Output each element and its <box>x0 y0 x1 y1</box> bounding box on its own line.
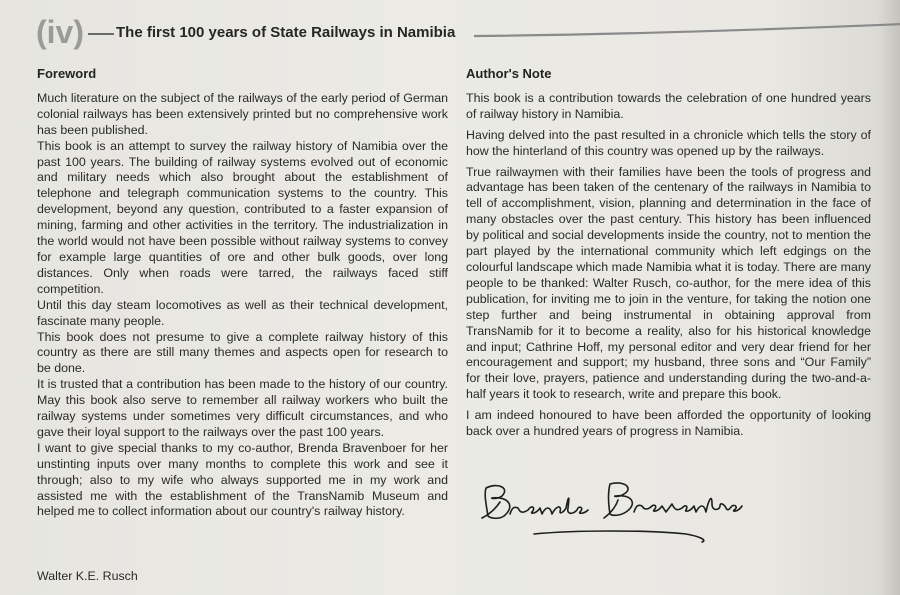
header-rule-line <box>474 20 900 40</box>
foreword-paragraph: Much literature on the subject of the railways of the early period of German colonial railways has been extensively printed but no comprehensive work has been published. <box>37 90 448 137</box>
foreword-paragraph: Until this day steam locomotives as well as their technical development, fascinate many people. <box>37 297 448 328</box>
foreword-column <box>37 66 448 520</box>
page-header <box>36 14 896 54</box>
foreword-paragraph: It is trusted that a contribution has been made to the history of our country. May this book also serve to remember all railway workers who built the railway systems under sometimes very difficult circumstances, and who gave their loyal support to the railways over the past 100 years. <box>37 377 448 439</box>
chapter-title: The first 100 years of State Railways in Namibia <box>116 24 456 41</box>
header-dash <box>88 33 114 35</box>
authors-note-heading: Author's Note <box>466 66 552 81</box>
handwritten-signature <box>476 478 746 548</box>
foreword-paragraph: This book is an attempt to survey the railway history of Namibia over the past 100 years. The building of railway systems evolved out of economic and military needs which also brought about the establishment of telephone and telegraph communication systems to the country. This development, beyond any question, contributed to a faster expansion of mining, farming and other activities in the territory. The industrialization in the world would not have been possible without railway systems to convey for example large quantities of ore and other bulk goods, over long distances. Only when roads were tarred, the railways faced stiff competition. <box>37 138 448 296</box>
foreword-paragraph: I want to give special thanks to my co-author, Brenda Bravenboer for her unstinting inputs over many months to complete this work and see it through; also to my wife who always supported me in my work and assisted me with the establishment of the TransNamib Museum and helped me to collect information about our country's railway history. <box>37 440 448 519</box>
authors-note-paragraph: True railwaymen with their families have been the tools of progress and advantage has been taken of the centenary of the railways in Namibia to tell of accomplishment, vision, planning and determination in the face of many obstacles over the past century. This history has been influenced by political and social developments inside the country, not to mention the part played by the international community which left edgings on the colourful landscape which made Namibia what it is today. There are many people to be thanked: Walter Rusch, co-author, for the mere idea of this publication, for inviting me to join in the venture, for taking the notion one step further and being instrumental in obtaining approval from TransNamib for it to become a reality, also for his historical knowledge and input; Cathrine Hoff, my personal editor and very dear friend for her encouragement and support; my husband, three sons and “Our Family” for their love, prayers, patience and understanding during the two-and-a-half years it took to research, write and prepare this book. <box>466 164 871 402</box>
authors-note-paragraph: I am indeed honoured to have been afforded the opportunity of looking back over a hundred years of progress in Namibia. <box>466 408 871 439</box>
authors-note-column <box>466 66 871 445</box>
section-number: (iv) <box>36 14 84 50</box>
authors-note-paragraph: Having delved into the past resulted in a chronicle which tells the story of how the hinterland of this country was opened up by the railways. <box>466 127 871 158</box>
authors-note-paragraph: This book is a contribution towards the celebration of one hundred years of railway history in Namibia. <box>466 90 871 121</box>
page-edge-shadow <box>878 0 900 595</box>
foreword-heading: Foreword <box>37 66 97 81</box>
foreword-signoff: Walter K.E. Rusch <box>37 569 138 583</box>
foreword-paragraph: This book does not presume to give a complete railway history of this country as there are still many themes and aspects open for research to be done. <box>37 329 448 376</box>
